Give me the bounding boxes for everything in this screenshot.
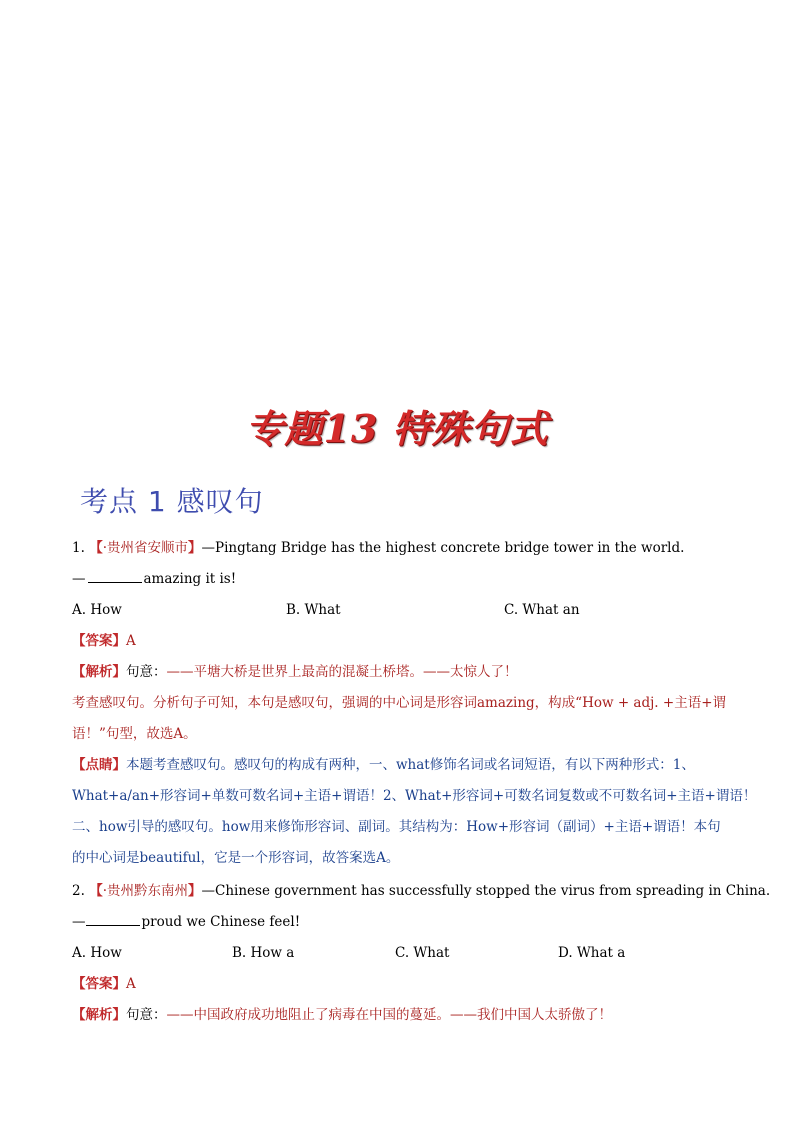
q1-explain-1d: “How + adj. +主语+谓 (575, 695, 727, 711)
q1-tip-3f: How+形容词（副词）+主语+谓语！ (466, 819, 694, 835)
q1-tip-4c: ，它是一个形容词，故答案选 (200, 850, 377, 866)
q2-number: 2. (72, 883, 85, 899)
q1-explain-1a: 考查感叹句。分析句子可知，本句是感叹句，强调的中心词是形容词 (72, 695, 477, 711)
q1-reply-line (72, 569, 732, 589)
q2-analysis-prefix: 句意： (126, 1007, 167, 1023)
q1-option-a: A. How (72, 602, 122, 618)
q1-explain-1b: amazing (477, 695, 535, 711)
q1-reply: amazing it is! (143, 571, 237, 587)
q1-tip-line-1 (72, 755, 732, 775)
page-title: 专题13 特殊句式 (245, 406, 549, 451)
q1-tip-3b: how (99, 819, 128, 835)
q2-analysis-label: 【解析】 (72, 1007, 126, 1023)
q1-stem: —Pingtang Bridge has the highest concrete bridge tower in the world. (201, 540, 685, 556)
q1-tip-2c: What+形容词+可数名词复数或不可数名词+主语+谓语！ (405, 788, 757, 804)
q1-source-open: 【 (89, 540, 103, 556)
q1-source-close: 】 (187, 540, 202, 556)
q2-reply-end: ! (294, 914, 301, 930)
q1-tip-1a: 本题考查感叹句。感叹句的构成有两种，一、 (126, 757, 396, 773)
q2-answer-line (72, 974, 732, 994)
q1-explain-2a: 语！” (72, 726, 106, 742)
q1-explain-1c: ，构成 (534, 695, 576, 711)
q1-tip-3c: 引导的感叹句。 (127, 819, 222, 835)
q1-tip-3e: 用来修饰形容词、副词。其结构为： (250, 819, 467, 835)
q2-source: ·贵州黔东南州 (102, 883, 188, 899)
q2-blank (86, 913, 140, 926)
q2-source-open: 【 (89, 883, 103, 899)
q1-explain-2b: 句型，故选 (105, 726, 174, 742)
q1-analysis-line (72, 662, 732, 682)
q1-answer-line (72, 631, 732, 651)
q1-tip-label: 【点睛】 (72, 757, 126, 773)
q1-tip-1b: what (396, 757, 430, 773)
q1-tip-2b: 2、 (382, 788, 406, 804)
q1-tip-2a: What+a/an+形容词+单数可数名词+主语+谓语！ (72, 788, 383, 804)
q1-tip-line-4 (72, 848, 732, 868)
q1-tip-4a: 的中心词是 (72, 850, 140, 866)
q1-analysis-text: ——平塘大桥是世界上最高的混凝土桥塔。——太惊人了！ (166, 664, 518, 680)
q2-option-a: A. How (72, 945, 122, 961)
q2-options (72, 943, 732, 963)
q1-tip-3g: 本句 (693, 819, 721, 835)
q2-reply: proud we Chinese feel (141, 914, 295, 930)
q1-tip-4e: 。 (385, 850, 400, 866)
q1-tip-4d: A (376, 850, 386, 866)
q1-option-b: B. What (286, 602, 341, 618)
q1-tip-3a: 二、 (72, 819, 99, 835)
q1-source: ·贵州省安顺市 (102, 540, 188, 556)
q2-answer: A (126, 976, 136, 992)
q1-explain-2c: A (173, 726, 184, 742)
q1-blank (88, 570, 142, 583)
q1-explain-line-1 (72, 693, 732, 713)
q2-stem-line (72, 881, 771, 901)
q2-reply-line (72, 912, 732, 932)
q1-stem-line (72, 538, 732, 558)
q1-options (72, 600, 732, 620)
q1-explain-line-2 (72, 724, 732, 744)
q2-stem: —Chinese government has successfully stopped the virus from spreading in China. (201, 883, 771, 899)
q2-analysis-line (72, 1005, 732, 1025)
q1-tip-1c: 修饰名词或名词短语，有以下两种形式：1、 (429, 757, 695, 773)
q1-number: 1. (72, 540, 85, 556)
q1-tip-4b: beautiful (139, 850, 201, 866)
section-heading: 考点 1 感叹句 (80, 485, 264, 518)
q1-option-c: C. What an (504, 602, 580, 618)
q2-answer-label: 【答案】 (72, 976, 126, 992)
q2-source-close: 】 (187, 883, 202, 899)
q1-reply-dash: — (72, 571, 86, 587)
q1-explain-2d: 。 (183, 726, 197, 742)
q1-analysis-label: 【解析】 (72, 664, 126, 680)
q1-tip-line-3 (72, 817, 732, 837)
q2-option-d: D. What a (558, 945, 626, 961)
q2-analysis-text: ——中国政府成功地阻止了病毒在中国的蔓延。——我们中国人太骄傲了！ (166, 1007, 612, 1023)
q1-tip-3d: how (221, 819, 251, 835)
q2-option-b: B. How a (232, 945, 295, 961)
q1-answer: A (126, 633, 136, 649)
q1-analysis-prefix: 句意： (126, 664, 167, 680)
q1-answer-label: 【答案】 (72, 633, 126, 649)
q2-option-c: C. What (395, 945, 450, 961)
q1-tip-line-2 (72, 786, 757, 806)
q2-reply-dash: — (72, 914, 86, 930)
